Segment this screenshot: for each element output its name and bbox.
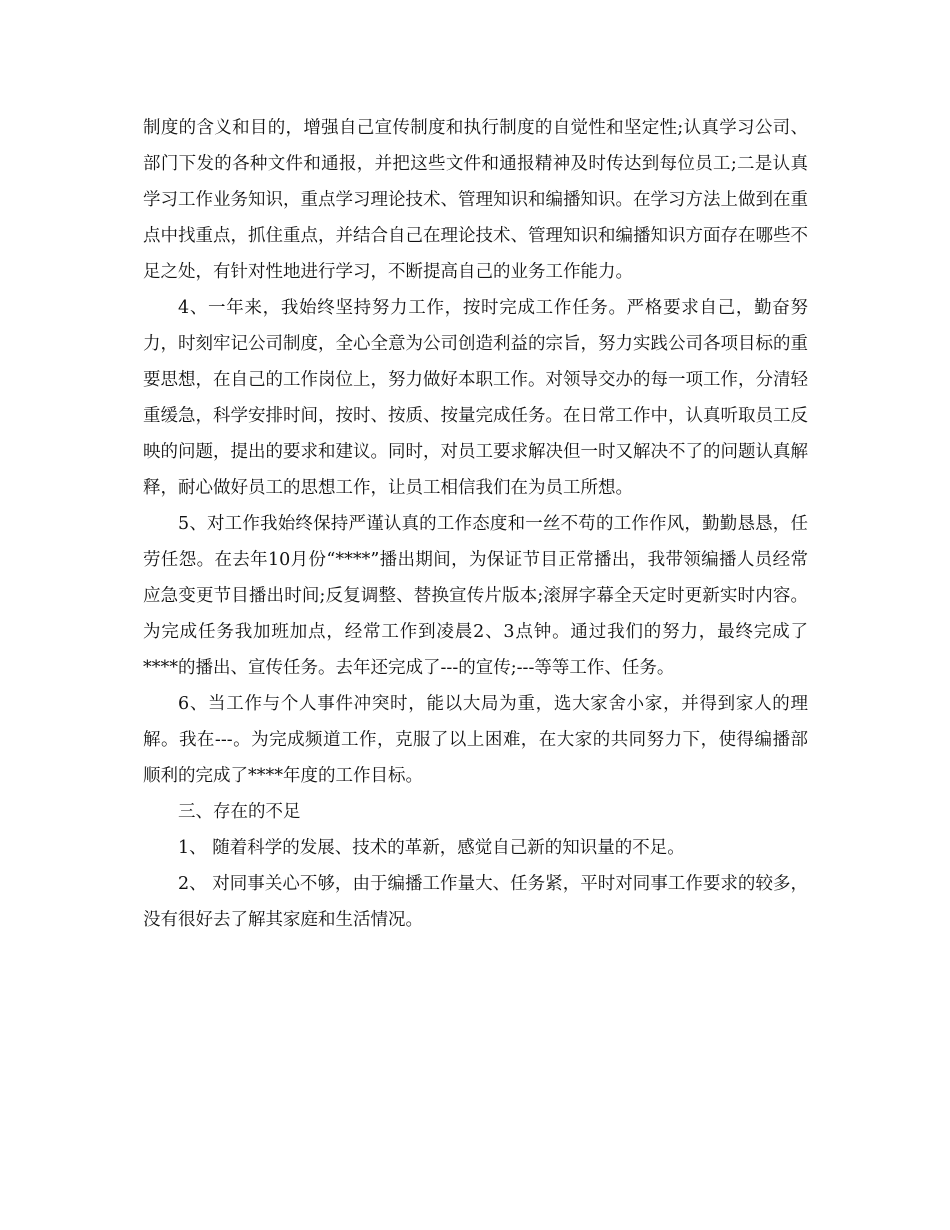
paragraph-item-4: 4、一年来，我始终坚持努力工作，按时完成工作任务。严格要求自己，勤奋努力，时刻牢记公司制度，全心全意为公司创造利益的宗旨，努力实践公司各项目标的重要思想，在自己的工作岗位上，努力做好本职工作。对领导交办的每一项工作，分清轻重缓急，科学安排时间，按时、按质、按量完成任务。在日常工作中，认真听取员工反映的问题，提出的要求和建议。同时，对员工要求解决但一时又解决不了的问题认真解释，耐心做好员工的思想工作，让员工相信我们在为员工所想。 — [143, 298, 808, 498]
document-body — [143, 110, 808, 938]
paragraph-shortcoming-2: 2、 对同事关心不够，由于编播工作量大、任务紧，平时对同事工作要求的较多，没有很好去了解其家庭和生活情况。 — [143, 874, 808, 930]
section-heading-shortcomings: 三、存在的不足 — [178, 802, 301, 822]
paragraph-item-6: 6、当工作与个人事件冲突时，能以大局为重，选大家舍小家，并得到家人的理解。我在---。为完成频道工作，克服了以上困难，在大家的共同努力下，使得编播部顺利的完成了****年度的工作目标。 — [143, 694, 808, 786]
paragraph-shortcoming-1: 1、 随着科学的发展、技术的革新，感觉自己新的知识量的不足。 — [178, 838, 685, 858]
paragraph-continuation: 制度的含义和目的，增强自己宣传制度和执行制度的自觉性和坚定性;认真学习公司、部门下发的各种文件和通报，并把这些文件和通报精神及时传达到每位员工;二是认真学习工作业务知识，重点学习理论技术、管理知识和编播知识。在学习方法上做到在重点中找重点，抓住重点，并结合自己在理论技术、管理知识和编播知识方面存在哪些不足之处，有针对性地进行学习，不断提高自己的业务工作能力。 — [143, 118, 808, 282]
paragraph-item-5: 5、对工作我始终保持严谨认真的工作态度和一丝不苟的工作作风，勤勤恳恳，任劳任怨。在去年10月份“****”播出期间，为保证节目正常播出，我带领编播人员经常应急变更节目播出时间;反复调整、替换宣传片版本;滚屏字幕全天定时更新实时内容。为完成任务我加班加点，经常工作到凌晨2、3点钟。通过我们的努力，最终完成了****的播出、宣传任务。去年还完成了---的宣传;---等等工作、任务。 — [143, 514, 808, 678]
